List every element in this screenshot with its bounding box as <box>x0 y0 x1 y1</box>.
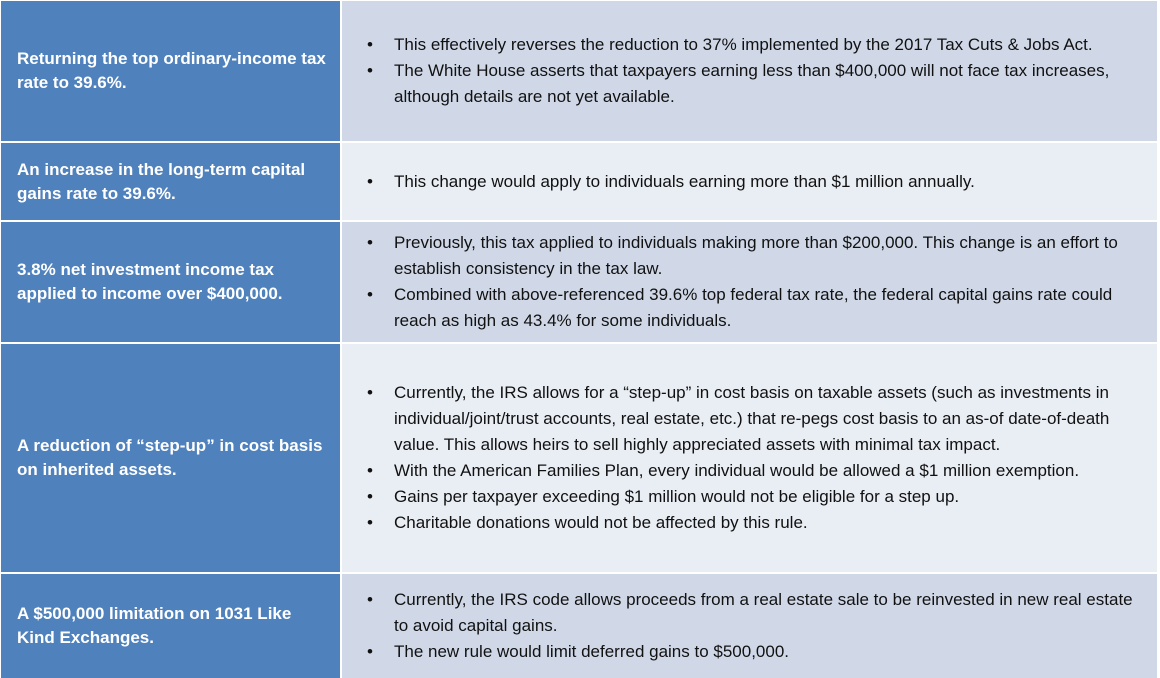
list-item <box>364 587 1139 639</box>
bullet-list <box>364 32 1139 110</box>
proposal-details <box>342 143 1157 220</box>
bullet-list <box>364 230 1139 334</box>
list-item <box>364 484 1139 510</box>
bullet-icon: • <box>367 590 373 609</box>
bullet-icon: • <box>367 285 373 304</box>
list-item <box>364 169 975 195</box>
bullet-icon: • <box>367 642 373 661</box>
list-item <box>364 58 1139 110</box>
bullet-icon: • <box>367 61 373 80</box>
list-item <box>364 380 1139 458</box>
proposal-table <box>1 1 1157 676</box>
list-item <box>364 230 1139 282</box>
list-item <box>364 639 1139 665</box>
proposal-details <box>342 1 1157 141</box>
proposal-title: 3.8% net investment income tax applied to income over $400,000. <box>1 222 340 342</box>
proposal-details <box>342 222 1157 342</box>
bullet-text: Currently, the IRS allows for a “step-up” in cost basis on taxable assets (such as investments in individual/joint/trust accounts, real estate, etc.) that re-pegs cost basis to an as-of date-of-death value. This allows heirs to sell highly appreciated assets with minimal tax impact. <box>394 383 1110 454</box>
list-item <box>364 282 1139 334</box>
bullet-icon: • <box>367 35 373 54</box>
bullet-text: The White House asserts that taxpayers earning less than $400,000 will not face tax increases, although details are not yet available. <box>394 61 1110 106</box>
list-item <box>364 32 1139 58</box>
bullet-text: Combined with above-referenced 39.6% top federal tax rate, the federal capital gains rate could reach as high as 43.4% for some individuals. <box>394 285 1113 330</box>
proposal-title: An increase in the long-term capital gains rate to 39.6%. <box>1 143 340 220</box>
bullet-icon: • <box>367 383 373 402</box>
bullet-text: This effectively reverses the reduction to 37% implemented by the 2017 Tax Cuts & Jobs Act. <box>394 35 1093 54</box>
proposal-title: A reduction of “step-up” in cost basis on inherited assets. <box>1 344 340 572</box>
list-item <box>364 458 1139 484</box>
bullet-list <box>364 169 975 195</box>
bullet-text: Currently, the IRS code allows proceeds from a real estate sale to be reinvested in new real estate to avoid capital gains. <box>394 590 1133 635</box>
bullet-list <box>364 380 1139 536</box>
bullet-icon: • <box>367 171 373 191</box>
bullet-icon: • <box>367 233 373 252</box>
bullet-text: Previously, this tax applied to individuals making more than $200,000. This change is an effort to establish consistency in the tax law. <box>394 233 1118 278</box>
bullet-list <box>364 587 1139 665</box>
proposal-details <box>342 344 1157 572</box>
bullet-text: The new rule would limit deferred gains to $500,000. <box>394 642 790 661</box>
bullet-icon: • <box>367 487 373 506</box>
bullet-icon: • <box>367 461 373 480</box>
bullet-text: Charitable donations would not be affected by this rule. <box>394 513 808 532</box>
proposal-title: A $500,000 limitation on 1031 Like Kind Exchanges. <box>1 574 340 678</box>
proposal-details <box>342 574 1157 678</box>
proposal-title: Returning the top ordinary-income tax rate to 39.6%. <box>1 1 340 141</box>
bullet-text: With the American Families Plan, every individual would be allowed a $1 million exemption. <box>394 461 1080 480</box>
list-item <box>364 510 1139 536</box>
bullet-icon: • <box>367 513 373 532</box>
bullet-text: Gains per taxpayer exceeding $1 million would not be eligible for a step up. <box>394 487 960 506</box>
bullet-text: This change would apply to individuals earning more than $1 million annually. <box>394 171 975 191</box>
